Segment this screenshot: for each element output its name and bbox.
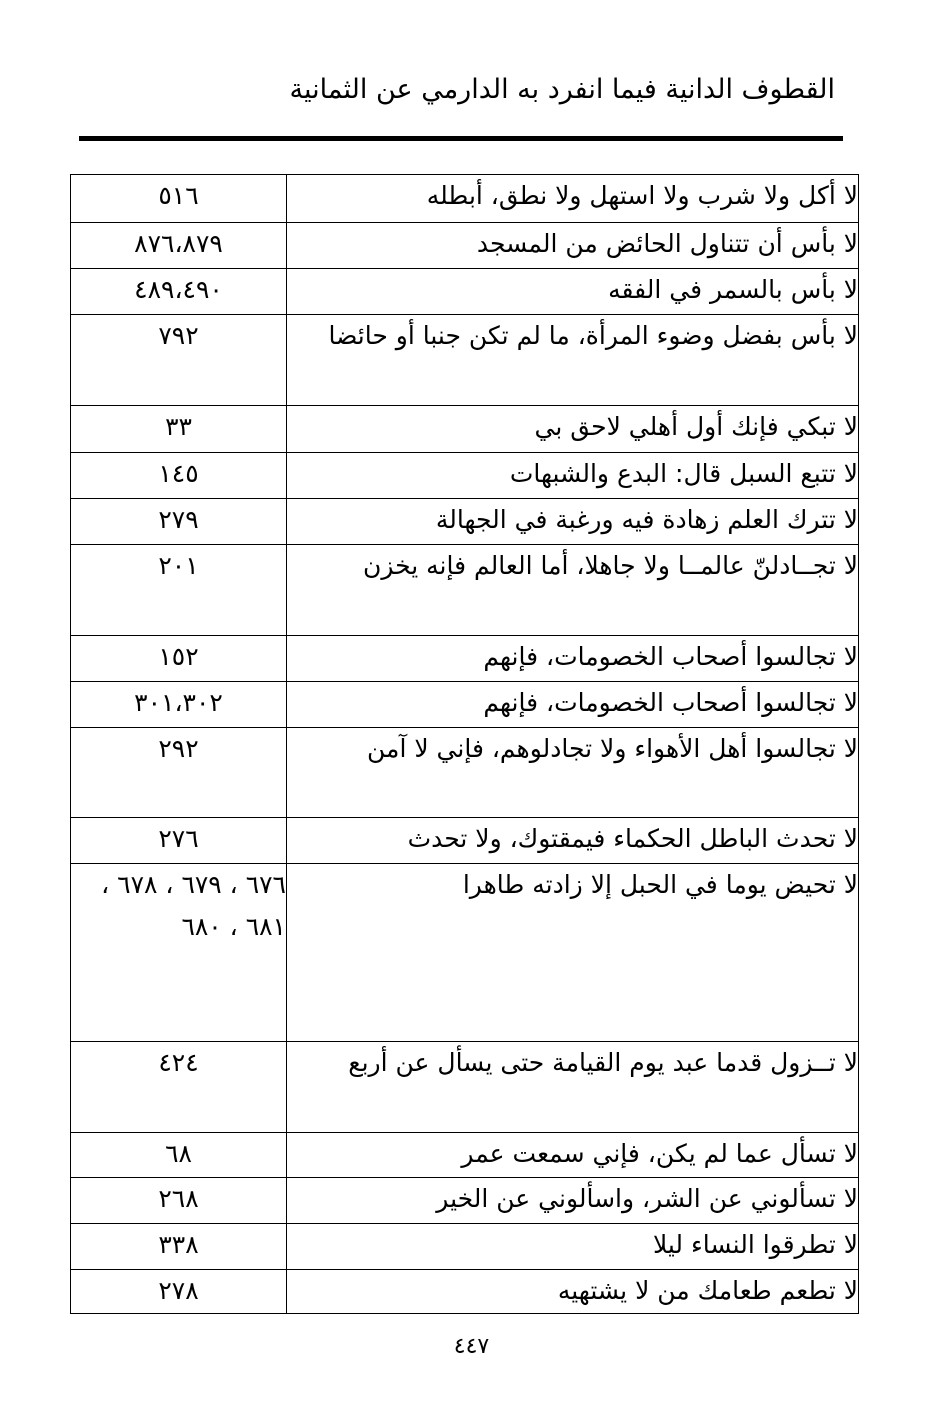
table-row — [71, 453, 859, 499]
table-row — [71, 223, 859, 269]
phrase-cell: لا تجــادلنّ عالمــا ولا جاهلا، أما العالم فإنه يخزن — [287, 545, 859, 636]
table-row — [71, 315, 859, 406]
table-row — [71, 406, 859, 453]
table-row — [71, 1270, 859, 1314]
header-divider — [79, 136, 843, 141]
table-row — [71, 1133, 859, 1178]
phrase-cell: لا تسألوني عن الشر، واسألوني عن الخير — [287, 1178, 859, 1224]
table-row — [71, 636, 859, 682]
table-row — [71, 818, 859, 864]
pages-cell: ٣٣٨ — [71, 1224, 287, 1270]
pages-cell: ٢٧٨ — [71, 1270, 287, 1314]
phrase-cell: لا تطعم طعامك من لا يشتهيه — [287, 1270, 859, 1314]
pages-cell: ٤٨٩،٤٩٠ — [71, 269, 287, 315]
table-row — [71, 545, 859, 636]
table-row — [71, 175, 859, 223]
phrase-cell: لا بأس بالسمر في الفقه — [287, 269, 859, 315]
phrase-cell: لا تجالسوا أصحاب الخصومات، فإنهم — [287, 636, 859, 682]
phrase-cell: لا بأس بفضل وضوء المرأة، ما لم تكن جنبا أو حائضا — [287, 315, 859, 406]
phrase-cell: لا أكل ولا شرب ولا استهل ولا نطق، أبطله — [287, 175, 859, 223]
phrase-cell: لا تــزول قدما عبد يوم القيامة حتى يسأل عن أربع — [287, 1042, 859, 1133]
table-row — [71, 1178, 859, 1224]
table-row — [71, 269, 859, 315]
phrase-cell: لا بأس أن تتناول الحائض من المسجد — [287, 223, 859, 269]
pages-cell: ١٥٢ — [71, 636, 287, 682]
table-row — [71, 728, 859, 818]
pages-cell: ٢٧٩ — [71, 499, 287, 545]
phrase-cell: لا تتبع السبل قال: البدع والشبهات — [287, 453, 859, 499]
pages-cell: ٣٣ — [71, 406, 287, 453]
pages-cell: ١٤٥ — [71, 453, 287, 499]
phrase-cell: لا تجالسوا أهل الأهواء ولا تجادلوهم، فإني لا آمن — [287, 728, 859, 818]
pages-cell: ٦٨ — [71, 1133, 287, 1178]
pages-cell: ٣٠١،٣٠٢ — [71, 682, 287, 728]
page-number: ٤٤٧ — [453, 1334, 490, 1359]
table-row — [71, 499, 859, 545]
table-row — [71, 1224, 859, 1270]
pages-cell: ٨٧٦،٨٧٩ — [71, 223, 287, 269]
hadith-index-table — [70, 174, 859, 1314]
table-row — [71, 682, 859, 728]
phrase-cell: لا تترك العلم زهادة فيه ورغبة في الجهالة — [287, 499, 859, 545]
pages-cell: ٢٠١ — [71, 545, 287, 636]
pages-cell: ٢٦٨ — [71, 1178, 287, 1224]
phrase-cell: لا تطرقوا النساء ليلا — [287, 1224, 859, 1270]
table-row — [71, 864, 859, 1042]
phrase-cell: لا تحدث الباطل الحكماء فيمقتوك، ولا تحدث — [287, 818, 859, 864]
pages-cell: ٧٩٢ — [71, 315, 287, 406]
phrase-cell: لا تبكي فإنك أول أهلي لاحق بي — [287, 406, 859, 453]
page-header-title: القطوف الدانية فيما انفرد به الدارمي عن الثمانية — [289, 74, 835, 105]
pages-cell: ٢٩٢ — [71, 728, 287, 818]
phrase-cell: لا تحيض يوما في الحبل إلا زادته طاهرا — [287, 864, 859, 1042]
pages-cell: ٦٧٦ ، ٦٧٩ ، ٦٧٨ ، ٦٨١ ، ٦٨٠ — [71, 864, 287, 1042]
pages-cell: ٤٢٤ — [71, 1042, 287, 1133]
pages-cell: ٢٧٦ — [71, 818, 287, 864]
pages-cell: ٥١٦ — [71, 175, 287, 223]
table-row — [71, 1042, 859, 1133]
phrase-cell: لا تجالسوا أصحاب الخصومات، فإنهم — [287, 682, 859, 728]
phrase-cell: لا تسأل عما لم يكن، فإني سمعت عمر — [287, 1133, 859, 1178]
